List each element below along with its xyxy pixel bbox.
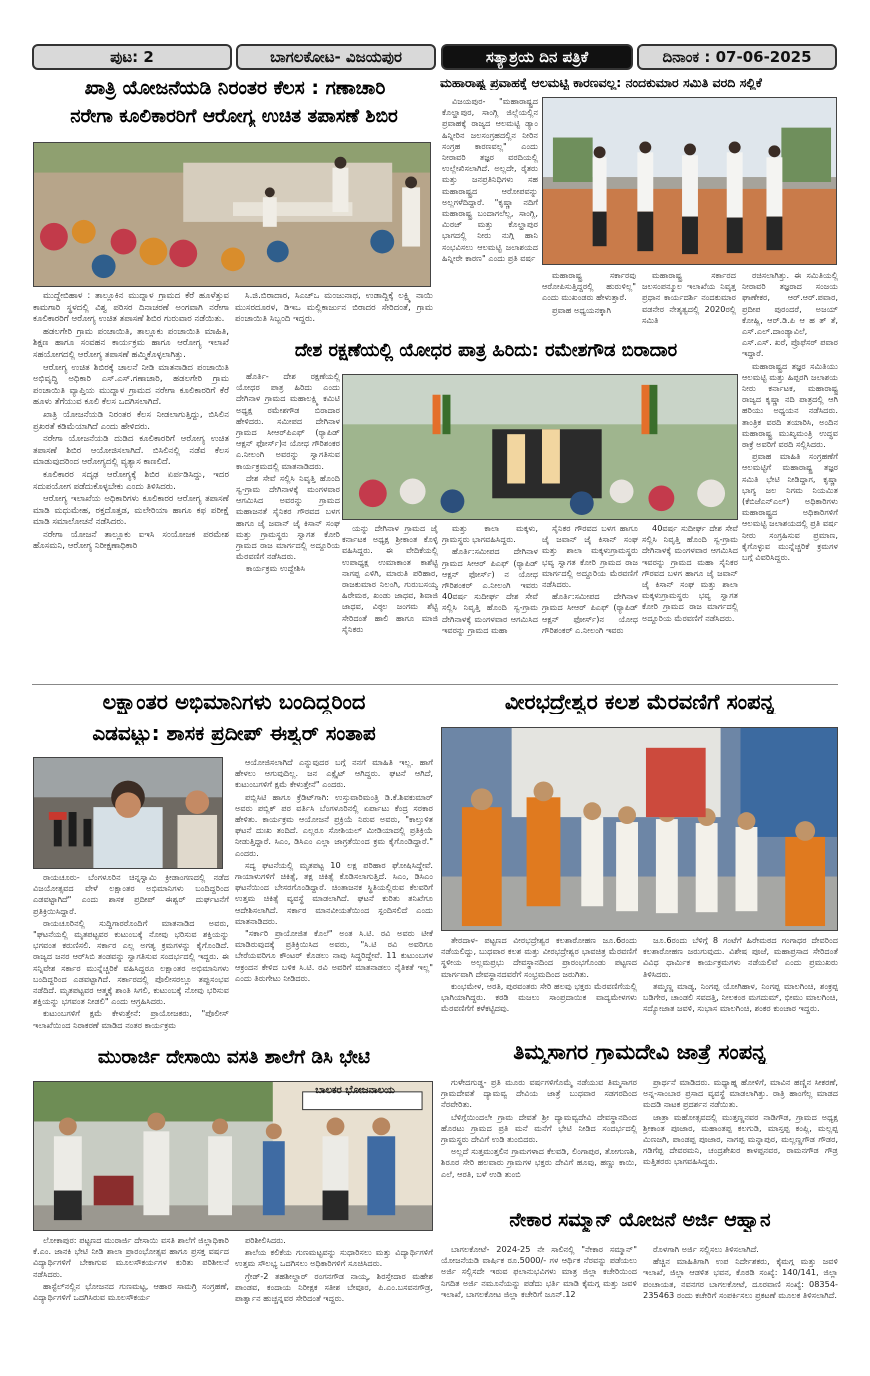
rameshgowda-para: 40ವರ್ಷ ಸುದೀರ್ಘ ದೇಶ ಸೇವೆ ಸಲ್ಲಿಸಿ ನಿವೃತ್ತಿ ಹೊಂದಿ ಸ್ವ-ಗ್ರಾಮ ದೇಗಿನಾಳಕ್ಕೆ ಮಂಗಳವಾರ ಆಗಮಿಸಿದ ಇವರನ್ನು ಗ್ರಾಮದ ಮಹಾ ಸೈನಿಕರ ಗೌರವದ ಬಳಗ ಹಾಗೂ ಜೈ ಜವಾನ್ ಜೈ ಕಿಸಾನ್ ಸಂಘ ಮತ್ತು ಶಾಲಾ ಮಕ್ಕಳುಗ್ರಾಮಸ್ಥರು ಭವ್ಯ ಸ್ವಾಗತ ಕೋರಿ ಗ್ರಾಮದ ರಾಜ ಮಾರ್ಗದಲ್ಲಿ ಅದ್ದೂರಿಯ ಮೆರವಣಿಗೆ ನಡೆಸಿದರು.	[642, 523, 738, 623]
virabhadreshwar-para: ತೇರದಾಳ- ಪಟ್ಟಣದ ವೀರಭದ್ರೇಶ್ವರ ಕಲಶಾರೋಹಣ ಜೂ.6ರಂದು ನಡೆಯಲಿದ್ದು, ಬುಧವಾರ ಕಲಶ ಮತ್ತು ವೀರಭದ್ರೇಶ್ವರ ಭಾವಚಿತ್ರ ಮೆರವಣಿಗೆ ಸ್ಥಳೀಯ ಅಲ್ಲಮಪ್ರಭು ದೇವಸ್ಥಾನದಿಂದ ಪ್ರಾರಂಭಗೊಂಡು ಪಟ್ಟಣದ ಮಾರ್ಗವಾಗಿ ದೇವಸ್ಥಾನದವರೆಗೆ ಸಂಭ್ರಮದಿಂದ ಜರುಗಿತು.	[441, 935, 637, 979]
procession-photo	[441, 727, 838, 931]
narega-para: ಆರೋಗ್ಯ ಉಚಿತ ಶಿಬಿರಕ್ಕೆ ಚಾಲನೆ ನೀಡಿ ಮಾತನಾಡಿದ ಪಂಚಾಯಿತಿ ಅಭಿವೃದ್ಧಿ ಅಧಿಕಾರಿ ಎಸ್.ಎಸ್.ಗಣಾಚಾರಿ, ಹಡಲಗೇರಿ ಗ್ರಾಮ ಪಂಚಾಯಿತಿ ವ್ಯಾಪ್ತಿಯ ಮುದ್ನಾಳ ಗ್ರಾಮದ ನರೇಗಾ ಕೂಲಿಕಾರರಿಗೆ ಕೆರೆ ಹೂಳು ತೆಗೆಯುವ ಕೂಲಿ ಕೆಲಸ ಒದಗಿಸಲಾಗಿದೆ.	[33, 362, 229, 408]
nekar-para: ರೊಳಗಾಗಿ ಅರ್ಜಿ ಸಲ್ಲಿಸಲು ತಿಳಿಸಲಾಗಿದೆ.	[653, 1244, 759, 1254]
morarji-para: ಗ್ರೇಡ್-2 ತಹಶೀಲ್ದಾರ್ ರಂಗನಗೌಡ ನಾಯ್ಕ, ಶಿರಸ್ತೇದಾರ ಮಹೇಶ ಪಾಂಡವ, ಕಂದಾಯ ನಿರೀಕ್ಷಕ ಸತೀಶ ಬೇವೂರ, ಪಿ.ಎಂ.ಬಸವನಗೌಡ್ರ, ಪಾರ್ತ್ವಾನ ಹುಚ್ಚನ್ನವರ ಸೇರಿದಂತೆ ಇದ್ದರು.	[235, 1270, 433, 1304]
almatti-para: ಪ್ರವಾಹ ಅಧ್ಯಯನಕ್ಕಾಗಿ	[552, 304, 611, 315]
pradeep-headline-1: ಲಕ್ಷಾಂತರ ಅಭಿಮಾನಿಗಳು ಬಂದಿದ್ದರಿಂದ	[102, 690, 366, 714]
virabhadreshwar-column-2	[643, 935, 838, 1039]
rameshgowda-column-mid1	[342, 523, 438, 681]
timmasagar-column-1	[441, 1077, 637, 1203]
rameshgowda-para: ಹೊರ್ತಿ:ಸಮೀಪದ ದೇಗಿನಾಳ ಗ್ರಾಮದ ಸೀಆರ್ ಪಿಎಫ್ (ರ್‍ಯಾಪಿಡ್ ಆಕ್ಷನ್ ಫೋರ್ಸ್)ನ ಯೋಧ ಗೌರಿಶಂಕರ್ ಎ.ನೀಲಂಗಿ ಇವರು	[542, 591, 638, 635]
almatti-para: ಪ್ರವಾಹ ಮಾಹಿತಿ ಸಂಗ್ರಹಣೆಗೆ ಆಲಮಟ್ಟಿಗೆ ಮಹಾರಾಷ್ಟ್ರ ತಜ್ಞರ ಸಮಿತಿ ಭೇಟಿ ನೀಡಿದ್ದಾಗ, ಕೃಷ್ಣಾ ಭಾಗ್ಯ ಜಲ ನಿಗಮ ನಿಯಮಿತ (ಕೆಬಿಜೆಎನ್‌ಎಲ್) ಅಧಿಕಾರಿಗಳು ಮಹಾರಾಷ್ಟ್ರದ ಅಧಿಕಾರಿಗಳಿಗೆ ಆಲಮಟ್ಟಿ ಜಲಾಶಯದಲ್ಲಿ ಪ್ರತಿ ವರ್ಷ ನೀರು ಸಂಗ್ರಹಿಸುವ ಪ್ರಮಾಣ, ಕೈಗೊಳ್ಳುವ ಮುನ್ನೆಚ್ಚರಿಕೆ ಕ್ರಮಗಳ ಬಗ್ಗೆ ವಿವರಿಸಿದ್ದರು.	[742, 451, 838, 563]
timmasagar-para: ಪ್ರಾರ್ಥನೆ ಮಾಡಿದರು. ಮಧ್ಯಾಹ್ನ ಹೋಳಿಗೆ, ಮಾವಿನ ಹಣ್ಣಿನ ಸೀಕರಣೆ, ಅನ್ನ-ಸಾಂಬಾರ ಪ್ರಸಾದ ವ್ಯವಸ್ಥೆ ಮಾಡಲಾಗಿತ್ತು. ರಾತ್ರಿ ಹಾಂಗೆಲ್ಲ ಮಾಡದ ಮದಡಿ ನಾಟಕ ಪ್ರದರ್ಶನ ನಡೆಯಿತು.	[643, 1077, 838, 1110]
region-box	[236, 44, 436, 70]
almatti-column-3	[742, 270, 838, 681]
page-number: ಪುಟ: 2	[110, 48, 154, 66]
section-divider	[32, 684, 838, 685]
nekar-para: ಬಾಗಲಕೋಟೆ- 2024-25 ನೇ ಸಾಲಿನಲ್ಲಿ "ನೇಕಾರ ಸಮ್ಮಾನ್" ಯೋಜನೆಯಡಿ ವಾರ್ಷಿಕ ರೂ.5000/- ಗಳ ಆರ್ಥಿಕ ನೆರವನ್ನು ಪಡೆಯಲು ಅರ್ಜಿ ಸಲ್ಲಿಸದೇ ಇರುವ ಫಲಾನುಭವಿಗಳು ಮಾತ್ರ ಜಿಲ್ಲಾ ಕಚೇರಿಯಿಂದ ನಿಗದಿತ ಅರ್ಜಿ ನಮೂನೆಯನ್ನು ಪಡೆದು ಭರ್ತಿ ಮಾಡಿ ಕೈಮಗ್ಗ ಮತ್ತು ಜವಳಿ ಇಲಾಖೆ, ಬಾಗಲಕೋಟ ಜಿಲ್ಲಾ ಕಚೇರಿಗೆ ಜೂನ್.12	[441, 1244, 637, 1299]
pradeep-column-left	[33, 872, 229, 1040]
nekar-column-1	[441, 1244, 637, 1344]
narega-headline-1: ಖಾತ್ರಿ ಯೋಜನೆಯಡಿ ನಿರಂತರ ಕೆಲಸ : ಗಣಾಚಾರಿ	[84, 78, 386, 99]
paper-name: ಸತ್ಯಾಶ್ರಯ ದಿನ ಪತ್ರಿಕೆ	[485, 48, 589, 66]
page-number-box	[32, 44, 232, 70]
rameshgowda-para: ಹೊರ್ತಿ:ಸಮೀಪದ ದೇಗಿನಾಳ ಗ್ರಾಮದ ಸೀಆರ್ ಪಿಎಫ್ (ರ್‍ಯಾಪಿಡ್ ಆಕ್ಷನ್ ಫೋರ್ಸ್) ನ ಯೋಧ ಗೌರಿಶಂಕರ್ ಎ.ನೀಲಂಗಿ ಇವರು 40ವರ್ಷ ಸುದೀರ್ಘ ದೇಶ ಸೇವೆ ಸಲ್ಲಿಸಿ ನಿವೃತ್ತಿ ಹೊಂದಿ ಸ್ವ-ಗ್ರಾಮ ದೇಗಿನಾಳಕ್ಕೆ ಮಂಗಳವಾರ ಆಗಮಿಸಿದ ಇವರನ್ನು ಗ್ರಾಮದ ಮಹಾ	[442, 546, 538, 635]
region-label: ಬಾಗಲಕೋಟ- ವಿಜಯಪುರ	[270, 48, 402, 66]
narega-para: ಮುದ್ದೇಬಿಹಾಳ : ತಾಲ್ಲೂಕಿನ ಮುದ್ನಾಳ ಗ್ರಾಮದ ಕೆರೆ ಹೂಳೆತ್ತುವ ಕಾಮಗಾರಿ ಸ್ಥಳದಲ್ಲಿ ವಿಶ್ವ ಪರಿಸರ ದಿನಾಚರಣೆ ಅಂಗವಾಗಿ ನರೇಗಾ ಕೂಲಿಕಾರರಿಗೆ ಆರೋಗ್ಯ ಉಚಿತ ತಪಾಸಣೆ ಶಿಬಿರ ಗುರುವಾರ ನಡೆಯಿತು.	[33, 291, 229, 325]
rameshgowda-column-left	[236, 371, 340, 681]
timmasagar-column-2	[643, 1077, 838, 1203]
date-box	[637, 44, 837, 70]
pradeep-para: ರಾಯಚೂರು- ಬೆಂಗಳೂರಿನ ಚಿನ್ನಸ್ವಾಮಿ ಕ್ರೀಡಾಂಗಣದಲ್ಲಿ ನಡೆದ ವಿಜಯೋತ್ಸವದ ವೇಳೆ ಲಕ್ಷಾಂತರ ಅಭಿಮಾನಿಗಳು ಬಂದಿದ್ದರಿಂದ ಎಡವಟ್ಟಾಗಿದೆ" ಎಂದು ಶಾಸಕ ಪ್ರದೀಪ್ ಈಶ್ವರ್ ದುರ್ಘಟನೆಗೆ ಪ್ರತಿಕ್ರಿಯಿಸಿದ್ದಾರೆ.	[33, 872, 229, 916]
virabhadreshwar-para: ಜೂ.6ರಂದು ಬೆಳಿಗ್ಗೆ 8 ಗಂಟೆಗೆ ಹಿರೇಮಠದ ಗಂಗಾಧರ ದೇವರಿಂದ ಕಲಶಾರೋಹಣ ಜರುಗುವುದು. ವಿಶೇಷ ಪೂಜೆ, ಮಹಾಪ್ರಸಾದ ಸೇರಿದಂತೆ ವಿವಿಧ ಧಾರ್ಮಿಕ ಕಾರ್ಯಕ್ರಮಗಳು ನಡೆಯಲಿವೆ ಎಂದು ಪ್ರಮುಖರು ತಿಳಿಸಿದರು.	[643, 935, 838, 979]
pradeep-press-photo	[33, 757, 223, 869]
almatti-committee-photo	[542, 97, 837, 265]
narega-camp-photo	[33, 142, 431, 287]
rameshgowda-para: ದೇಶ ಸೇವೆ ಸಲ್ಲಿಸಿ ನಿವೃತ್ತಿ ಹೊಂದಿ ಸ್ವ-ಗ್ರಾಮ ದೇಗಿನಾಳಕ್ಕೆ ಮಂಗಳವಾರ ಆಗಮಿಸಿದ ಅವರನ್ನು ಗ್ರಾಮದ ಮಹಾಜನತೆ ಸೈನಿಕರ ಗೌರವದ ಬಳಗ ಹಾಗೂ ಜೈ ಜವಾನ್ ಜೈ ಕಿಸಾನ್ ಸಂಘ ಮತ್ತು ಗ್ರಾಮಸ್ಥರು ಸ್ವಾಗತ ಕೋರಿ ಗ್ರಾಮದ ರಾಜ ಮಾರ್ಗದಲ್ಲಿ ಅದ್ದೂರಿಯ ಮೆರವಣಿಗೆ ನಡೆಸಿದರು.	[236, 472, 340, 562]
morarji-para: ಹಾಸ್ಟೆಲ್‌ನಲ್ಲಿನ ಭೋಜನದ ಗುಣಮಟ್ಟ, ಆಹಾರ ಸಾಮಗ್ರಿ ಸಂಗ್ರಹಣೆ, ವಿದ್ಯಾರ್ಥಿಗಳಿಗೆ ಒದಗಿಸಿರುವ ಮೂಲಸೌಕರ್ಯ	[33, 1280, 229, 1303]
rameshgowda-column-mid3	[542, 523, 638, 681]
pradeep-para: ರಾಯಚೂರಿನಲ್ಲಿ ಸುದ್ದಿಗಾರರೊಂದಿಗೆ ಮಾತನಾಡಿದ ಅವರು, "ಘಟನೆಯಲ್ಲಿ ಮೃತಪಟ್ಟವರ ಕುಟುಂಬಕ್ಕೆ ನೋವು ಭರಿಸುವ ಶಕ್ತಿಯನ್ನು ಭಗವಂತ ಕರುಣಿಸಲಿ. ಸರ್ಕಾರ ಎಲ್ಲ ಅಗತ್ಯ ಕ್ರಮಗಳನ್ನು ಕೈಗೊಂಡಿದೆ. ರಾಜ್ಯದ ಜನರ ಆರ್‌ಸಿಬಿ ತಂಡವನ್ನು ಸ್ವಾಗತಿಸುವ ಸಂದರ್ಭದಲ್ಲಿ ಇದ್ದರು. ಈ ಸನ್ನಿವೇಶ ಸರ್ಕಾರ ಮುನ್ನೆಚ್ಚರಿಕೆ ವಹಿಸಿದ್ದರೂ ಲಕ್ಷಾಂತರ ಅಭಿಮಾನಿಗಳು ಬಂದಿದ್ದರಿಂದ ಎಡವಟ್ಟಾಗಿದೆ. ಸರ್ಕಾರದಲ್ಲಿ ಪೊಲೀಸರಲ್ಲೂ ತಪ್ಪುಸಂಭವ ನಡೆದಿದೆ. ಮೃತಪಟ್ಟವರ ಆತ್ಮಕ್ಕೆ ಶಾಂತಿ ಸಿಗಲಿ, ಕುಟುಂಬಕ್ಕೆ ನೋವು ಭರಿಸುವ ಶಕ್ತಿಯನ್ನು ಭಗವಂತ ನೀಡಲಿ" ಎಂದು ಆಗ್ರಹಿಸಿದರು.	[33, 917, 229, 1007]
morarji-para: ಶಾಲೆಯ ಕಲಿಕೆಯ ಗುಣಮಟ್ಟವನ್ನು ಸುಧಾರಿಸಲು ಮತ್ತು ವಿದ್ಯಾರ್ಥಿಗಳಿಗೆ ಉತ್ತಮ ಸೌಲಭ್ಯ ಒದಗಿಸಲು ಅಧಿಕಾರಿಗಳಿಗೆ ಸೂಚಿಸಿದರು.	[235, 1247, 433, 1269]
almatti-para: ಮಹಾರಾಷ್ಟ್ರ ಸರ್ಕಾರವು ಆರೋಪಿಸುತ್ತಿದ್ದರಲ್ಲಿ ಹುರುಳಿಲ್ಲ" ಎಂದು ಮುಖಂಡರು ಹೇಳುತ್ತಾರೆ.	[542, 270, 636, 303]
pradeep-para: ಸದ್ಯ ಘಟನೆಯಲ್ಲಿ ಮೃತಪಟ್ಟ 10 ಲಕ್ಷ ಪರಿಹಾರ ಘೋಷಿಸಿದ್ದೇವೆ. ಗಾಯಾಳುಗಳಿಗೆ ಚಿಕಿತ್ಸೆ, ತಕ್ಷ ಚಿಕಿತ್ಸೆ ಕೊಡಿಸಲಾಗುತ್ತಿದೆ. ಸಿಎಂ, ಡಿಸಿಎಂ ಘಟನೆಯಿಂದ ಬೇಸರಗೊಂಡಿದ್ದಾರೆ. ಚಿಂತಾಜನಕ ಸ್ಥಿತಿಯಲ್ಲಿರುವ ಕೆಲವರಿಗೆ ಉತ್ತಮ ಚಿಕಿತ್ಸೆ ವ್ಯವಸ್ಥೆ ಮಾಡಲಾಗಿದೆ. ಘಟನೆ ಕುರಿತು ತನಿಖೆಗೂ ಆದೇಶಿಸಲಾಗಿದೆ. ಸರ್ಕಾರ ಮಾನವೀಯತೆಯಿಂದ ಸ್ಪಂದಿಸಲಿದೆ ಎಂದು ಮಾತನಾಡಿದರು.	[235, 859, 433, 926]
almatti-headline: ಮಹಾರಾಷ್ಟ್ರ ಪ್ರವಾಹಕ್ಕೆ ಆಲಮಟ್ಟಿ ಕಾರಣವಲ್ಲ: ನಂದಕುಮಾರ ಸಮಿತಿ ವರದಿ ಸಲ್ಲಿಕೆ	[440, 76, 762, 90]
virabhadreshwar-headline: ವೀರಭದ್ರೇಶ್ವರ ಕಲಶ ಮೆರವಣಿಗೆ ಸಂಪನ್ನ	[504, 690, 776, 714]
virabhadreshwar-para: ಕುಂಭಮೇಳ, ಅರತಿ, ಪುರವಂತರು ಸೇರಿ ಹಲವು ಭಕ್ತರು ಮೆರವಣಿಗೆಯಲ್ಲಿ ಭಾಗಿಯಾಗಿದ್ದರು. ಕರಡಿ ಮಜಲು ಸಾಂಪ್ರದಾಯಿಕ ವಾದ್ಯಮೇಳಗಳು ಮೆರವಣಿಗೆಗೆ ಕಳೆಕಟ್ಟಿದವು.	[441, 980, 637, 1014]
pradeep-column-right	[235, 757, 433, 1040]
narega-para: ಆರೋಗ್ಯ ಇಲಾಖೆಯ ಅಧಿಕಾರಿಗಳು ಕೂಲಿಕಾರರ ಆರೋಗ್ಯ ತಪಾಸಣೆ ಮಾಡಿ ಮಧುಮೇಹ, ರಕ್ತದೊತ್ತಡ, ಮಲೇರಿಯಾ ಹಾಗೂ ಕಫ ಪರೀಕ್ಷೆ ಮಾಡಿ ಸಮಾಲೋಚನೆ ನಡೆಸಿದರು.	[33, 494, 229, 528]
timmasagar-para: ಅಲ್ಲದೆ ಸುತ್ತಮುತ್ತಲಿನ ಗ್ರಾಮಗಳಾದ ಕೆಲವಡಿ, ಲಿಂಗಾಪುರ, ತೋಗುಣಶಿ, ಶಿರೂರ ಸೇರಿ ಹಲವಾರು ಗ್ರಾಮಗಳ ಭಕ್ತರು ದೇವಿಗೆ ಹೂವು, ಹಣ್ಣು ಕಾಯಿ, ಎಲೆ, ಆರತಿ, ಬಳೆ ಉಡಿ ತುಂಬಿ	[441, 1146, 637, 1179]
nekar-headline: ನೇಕಾರ ಸಮ್ಮಾನ್ ಯೋಜನೆ ಅರ್ಜಿ ಆಹ್ವಾನ	[509, 1210, 771, 1231]
virabhadreshwar-column-1	[441, 935, 637, 1039]
timmasagar-headline: ತಿಮ್ಮಸಾಗರ ಗ್ರಾಮದೇವಿ ಜಾತ್ರೆ ಸಂಪನ್ನ	[513, 1040, 767, 1064]
nekar-para: ಹೆಚ್ಚಿನ ಮಾಹಿತಿಗಾಗಿ ಉಪ ನಿರ್ದೇಶಕರು, ಕೈಮಗ್ಗ ಮತ್ತು ಜವಳಿ ಇಲಾಖೆ, ಜಿಲ್ಲಾ ಆಡಳಿತ ಭವನ, ಕೊಠಡಿ ಸಂಖ್ಯೆ: 140/141, ಜಿಲ್ಲಾ ಪಂಚಾಯತ, ನವನಗರ ಬಾಗಲಕೋಟೆ, ದೂರವಾಣಿ ಸಂಖ್ಯೆ: 08354-235463 ರಂದು ಕಚೇರಿಗೆ ಸಂಪರ್ಕಿಸಲು ಪ್ರಕಟಣೆ ಮೂಲಕ ತಿಳಿಸಲಾಗಿದೆ.	[643, 1256, 838, 1300]
almatti-column-intro	[442, 96, 538, 268]
narega-para: ಸಿ.ಜಿ.ಬಿರಾದಾರ, ಸಿಎಚ್‌ಒ ಮಂಜುನಾಥ, ಉಡಾದ್ದಿಕ್ಕೆ ಲಕ್ಷ್ಮಿ ನಾಯಿ ಮುಸರದೂರಳ, ಡಿಇಒ ಮಲ್ಲಿಕಾರ್ಜುನ ಬಿರಾದರ ಸೇರಿದಂತೆ, ಗ್ರಾಮ ಪಂಚಾಯಿತಿ ಸಿಬ್ಬಂದಿ ಇದ್ದರು.	[235, 291, 433, 325]
pradeep-para: "ಸರ್ಕಾರಿ ಪ್ರಾಯೋಜಿತ ಕೊಲೆ" ಅಂತ ಸಿ.ಟಿ. ರವಿ ಅವರು ಟೀಕೆ ಮಾಡಿರುವುದಕ್ಕೆ ಪ್ರತಿಕ್ರಿಯಿಸಿದ ಅವರು, "ಸಿ.ಟಿ ರವಿ ಅವರಿಗೂ ಬೇರೆಯವರಿಗೂ ಕೌಂಟರ್ ಕೊಡಲು ನಾವು ಸಿದ್ಧರಿದ್ದೇವೆ. 11 ಕುಟುಂಬಗಳ ಆಕ್ರಂದನ ಕೇಳಿದ ಬಳಿಕ ಸಿ.ಟಿ. ರವಿ ಅವರಿಗೆ ಮಾತನಾಡಲು ನೈತಿಕತೆ ಇಲ್ಲ" ಎಂದು ತಿರುಗೇಟು ನೀಡಿದರು.	[235, 928, 433, 983]
morarji-school-photo	[33, 1081, 433, 1231]
rameshgowda-column-mid4	[642, 523, 738, 681]
narega-column-1	[33, 291, 229, 681]
morarji-headline: ಮುರಾರ್ಜಿ ದೇಸಾಯಿ ವಸತಿ ಶಾಲೆಗೆ ಡಿಸಿ ಭೇಟಿ	[97, 1047, 371, 1068]
rameshgowda-para: ಹೊರ್ತಿ- ದೇಶ ರಕ್ಷಣೆಯಲ್ಲಿ ಯೋಧರ ಪಾತ್ರ ಹಿರಿದು ಎಂದು ದೇಗಿನಾಳ ಗ್ರಾಮದ ಮಹಾಲಕ್ಷ್ಮಿ ಕಮಿಟಿ ಅಧ್ಯಕ್ಷ ರಮೇಶಗೌಡ ಬಿರಾದಾರ ಹೇಳಿದರು. ಸಮೀಪದ ದೇಗಿನಾಳ ಗ್ರಾಮದ ಸೀಆರ್‌ಪಿಎಫ್ (ರ್‍ಯಾಪಿಡ್ ಆಕ್ಷನ್ ಫೋರ್ಸ್)ನ ಯೋಧ ಗೌರಿಶಂಕರ ಎ.ನೀಲಂಗಿ ಅವರನ್ನು ಸ್ವಾಗತಿಸುವ ಕಾರ್ಯಕ್ರಮದಲ್ಲಿ ಮಾತನಾಡಿದರು.	[236, 371, 340, 471]
narega-headline-2: ನರೇಗಾ ಕೂಲಿಕಾರರಿಗೆ ಆರೋಗ್ಯ ಉಚಿತ ತಪಾಸಣೆ ಶಿಬಿರ	[70, 106, 398, 127]
narega-para: ಹಡಲಗೇರಿ ಗ್ರಾಮ ಪಂಚಾಯಿತಿ, ತಾಲ್ಲೂಕು ಪಂಚಾಯಿತಿ ಮಾಹಿತಿ, ಶಿಕ್ಷಣ ಹಾಗೂ ಸಂವಹನ ಕಾರ್ಯಕ್ರಮ ಹಾಗೂ ಆರೋಗ್ಯ ಇಲಾಖೆ ಸಹಯೋಗದಲ್ಲಿ ಆರೋಗ್ಯ ತಪಾಸಣೆ ಹಮ್ಮಿಕೊಳ್ಳಲಾಗಿತ್ತು.	[33, 326, 229, 360]
rameshgowda-column-mid2	[442, 523, 538, 681]
almatti-para: ಮಹಾರಾಷ್ಟ್ರ ಸರ್ಕಾರದ ಜಲಸಂಪನ್ಮೂಲ ಇಲಾಖೆಯ ನಿವೃತ್ತ ಪ್ರಧಾನ ಕಾರ್ಯದರ್ಶಿ ನಂದಕುಮಾರ ವಡನೇರ ನೇತೃತ್ವದಲ್ಲಿ 2020ರಲ್ಲಿ ಸಮಿತಿ	[642, 270, 736, 325]
almatti-para: ಮಹಾರಾಷ್ಟ್ರದ ತಜ್ಞರ ಸಮಿತಿಯು ಆಲಮಟ್ಟಿ ಮತ್ತು ಹಿಪ್ಪರಗಿ ಜಲಾಶಯ ನೀರು ಕರ್ನಾಟಕ, ಮಹಾರಾಷ್ಟ್ರ ರಾಜ್ಯದ ಕೃಷ್ಣಾ ನದಿ ಪಾತ್ರದಲ್ಲಿ ಆಗಿ ಹರಿಯು ಅಧ್ಯಯನ ನಡೆಸಿದರು. ತಾಂತ್ರಿಕ ವರದಿ ತಯಾರಿಸಿ, ಅಂದಿನ ಮಹಾರಾಷ್ಟ್ರ ಮುಖ್ಯಮಂತ್ರಿ ಉದ್ಧವ ಠಾಕ್ರೆ ಅವರಿಗೆ ವರದಿ ಸಲ್ಲಿಸಿದರು.	[742, 360, 838, 450]
narega-para: ನರೇಗಾ ಯೋಜನೆ ತಾಲ್ಲೂಕು ಐಇಸಿ ಸಂಯೋಜಕ ಪರಮೇಶ ಹೊಸಮನಿ, ಆರೋಗ್ಯ ನಿರೀಕ್ಷಣಾಧಿಕಾರಿ	[33, 529, 229, 552]
morarji-column-1	[33, 1235, 229, 1345]
almatti-para: ರಚಿಸಲಾಗಿತ್ತು. ಈ ಸಮಿತಿಯಲ್ಲಿ ನೀರಾವರಿ ತಜ್ಞರಾದ ಸಂಜಯ ಘಾಣೇಕರ, ಆರ್.ಆರ್.ಪವಾರ, ಪ್ರದೀಪ ಪುರಂದರೆ, ಅಜಯ್ ಕೋಹ್ಲಿ, ಆರ್.ಡಿ.ಪಿ ಆ ಹ ತ್ ತೆ, ಎಸ್.ಎಲ್.ದಾಂಡ್ಯಾವಿಲೆ, ಎಸ್.ಎಸ್. ಖರೆ, ಪ್ರೊಫೆಸರ್ ಪವಾರ ಇದ್ದಾರೆ.	[742, 270, 838, 359]
rameshgowda-para: ಮತ್ತು ಕಾಲಾ ಮಕ್ಕಳು, ಗ್ರಾಮಸ್ಥರು ಭಾಗವಹಿಸಿದ್ದರು.	[442, 523, 538, 545]
dining-hall-sign: ಬಾಲಕರ ಭೋಜನಾಲಯ	[315, 1085, 395, 1096]
soldier-welcome-photo	[342, 374, 738, 520]
timmasagar-para: ಜಾತ್ರಾ ಮಹೋತ್ಸವದಲ್ಲಿ ಮುತ್ತಣ್ಣನವರ ನಾಡಿಗೌಡ, ಗ್ರಾಮದ ಅಧ್ಯಕ್ಷ ಶ್ರೀಕಾಂತ ಪೂಜಾರ, ಮಹಾಂತಪ್ಪ ಕಲಗುಡಿ, ಮಾಸ್ತಪ್ಪ ಕಂಪ್ಲಿ, ಮಲ್ಲಪ್ಪ ಮಿಣಜಗಿ, ಪಾಂಡಪ್ಪ ಪೂಜಾರ, ನಾಗಪ್ಪ ಮನ್ನಾಪುರ, ಮಲ್ಲಣ್ಣಗೌಡ ಗೌಡರ, ಗಡಿಗೆಪ್ಪ ದೇವರಮನಿ, ಚಂದ್ರಶೇಖರ ಕಾಳಪ್ಪನವರ, ರಾಮನಗೌಡ ಗೌಡ್ರ ಮತ್ತಿತರರು ಭಾಗವಹಿಸಿದ್ದರು.	[643, 1111, 838, 1167]
morarji-para: ಲೋಕಾಪುರ: ಪಟ್ಟಣದ ಮುರಾರ್ಜಿ ದೇಸಾಯಿ ವಸತಿ ಶಾಲೆಗೆ ಜಿಲ್ಲಾಧಿಕಾರಿ ಕೆ.ಎಂ. ಜಾನಕಿ ಭೇಟಿ ನೀಡಿ ಶಾಲಾ ಪ್ರಾರಂಭೋತ್ಸವ ಹಾಗೂ ಪ್ರಸಕ್ತ ವರ್ಷದ ವಿದ್ಯಾರ್ಥಿಗಳಿಗೆ ಬೇಕಾಗುವ ಮೂಲಸೌಕರ್ಯಗಳ ಕುರಿತು ಪರಿಶೀಲನೆ ನಡೆಸಿದರು.	[33, 1235, 229, 1279]
rameshgowda-para: ಯನ್ನು ದೇಗಿನಾಳ ಗ್ರಾಮದ ಜೈ ಕರ್ನಾಟಕ ಅಧ್ಯಕ್ಷ ಶ್ರೀಕಾಂತ ಕೊಳ್ಳಿ ವಹಿಸಿದ್ದರು. ಈ ವೇದಿಕೆಯಲ್ಲಿ ಉಪಾಧ್ಯಕ್ಷ ಉಮಾಕಾಂತ ಕಾಶೆಟ್ಟಿ ನಾಗಪ್ಪ ಎಳಿಗಿ, ಮಾರುತಿ ಪರಿಹಾರ, ರಾಜಕುಮಾರ ನಿಲಂಗಿ, ಗುರುಬಸಯ್ಯ ಹಿರೇಮಠ, ಖಂಡು ಜಾಧವ, ಶಿವಾಜಿ ಜಾಧವ, ವಿಠ್ಠಲ ಜಂಗಮ ಶೆಟ್ಟಿ ಸೇರಿದಂತೆ ಹಾಲಿ ಹಾಗೂ ಮಾಜಿ ಸೈನಿಕರು	[342, 523, 438, 634]
timmasagar-para: ಗುಳೇದಗುಡ್ಡ- ಪ್ರತಿ ಮೂರು ವರ್ಷಗಳಿಗೊಮ್ಮೆ ನಡೆಯುವ ತಿಮ್ಮಸಾಗರ ಗ್ರಾಮದೇವತೆ ದ್ಯಾಮವ್ವ ದೇವಿಯ ಜಾತ್ರೆ ಬುಧವಾರ ಸಡಗರದಿಂದ ನೆರವೇರಿತು.	[441, 1077, 637, 1110]
narega-column-2	[235, 291, 433, 339]
morarji-para: ಪರಿಶೀಲಿಸಿದರು.	[245, 1235, 286, 1245]
almatti-column-1	[542, 270, 636, 340]
pradeep-headline-2: ಎಡವಟ್ಟು: ಶಾಸಕ ಪ್ರದೀಪ್ ಈಶ್ವರ್ ಸಂತಾಪ	[92, 722, 376, 745]
narega-para: ನರೇಗಾ ಯೋಜನೆಯಡಿ ದುಡಿದ ಕೂಲಿಕಾರರಿಗೆ ಆರೋಗ್ಯ ಉಚಿತ ತಪಾಸಣೆ ಶಿಬಿರ ಆಯೋಜಿಸಲಾಗಿದೆ. ಬಿಸಿಲಿನಲ್ಲಿ ನಡೆವ ಕೆಲಸ ಮಾಡುವುದರಿಂದ ಆರೋಗ್ಯದಲ್ಲಿ ವ್ಯತ್ಯಾಸ ಕಾಣಲಿದೆ.	[33, 434, 229, 468]
virabhadreshwar-para: ತಮ್ಮಣ್ಣ ಮಾಡ್ಯ, ನಿಂಗಪ್ಪ ಯೋಗಿಹಾಳ, ನಿಂಗಪ್ಪ ಮಾಲಗಿಂಚಿ, ಶಂಕ್ರಪ್ಪ ಬಡಿಗೇರ, ಚಾಂಡಲಿ ಸವದತ್ತಿ, ನೀಲಕಂಠ ಮಗದುಮ್, ಭೀಮು ಮಾಲಗಿಂಚಿ, ಸದ್ಯೋಜಾತ ಜವಳಿ, ಸುಭಾಸ ಮಾಲಗಿಂಚಿ, ಶಂಕರ ಕುಂಚಾರ ಇದ್ದರು.	[643, 980, 838, 1014]
narega-para: ಖಾತ್ರಿ ಯೋಜನೆಯಡಿ ನಿರಂತರ ಕೆಲಸ ನೀಡಲಾಗುತ್ತಿದ್ದು, ಬಿಸಿಲಿನ ಪ್ರಖರತೆ ಕಡಿಮೆಯಾಗಿದೆ ಎಂದು ಹೇಳಿದರು.	[33, 409, 229, 432]
rameshgowda-para: ಕಾರ್ಯಕ್ರಮ ಉದ್ದೇಶಿಸಿ	[246, 563, 306, 574]
paper-name-box	[441, 44, 633, 70]
timmasagar-para: ಬೆಳಿಗ್ಗೆಯಿಂದಲೇ ಗ್ರಾಮ ದೇವತೆ ಶ್ರೀ ದ್ಯಾಮವ್ವದೇವಿ ದೇವಸ್ಥಾನದಿಂದ ಹೊರಟು ಗ್ರಾಮದ ಪ್ರತಿ ಮನೆ ಮನೆಗೆ ಭೇಟಿ ನೀಡಿದ ಸಂದರ್ಭದಲ್ಲಿ ಗ್ರಾಮಸ್ಥರು ದೇವಿಗೆ ಉಡಿ ತುಂಬಿದರು.	[441, 1111, 637, 1145]
morarji-column-2	[235, 1235, 433, 1345]
rameshgowda-headline: ದೇಶ ರಕ್ಷಣೆಯಲ್ಲಿ ಯೋಧರ ಪಾತ್ರ ಹಿರಿದು: ರಮೇಶಗೌಡ ಬಿರಾದಾರ	[294, 341, 678, 361]
issue-date: ದಿನಾಂಕ : 07-06-2025	[662, 48, 812, 66]
pradeep-para: ಆಯೋಜಿಸಲಾಗಿದೆ ಎನ್ನುವುದರ ಬಗ್ಗೆ ನನಗೆ ಮಾಹಿತಿ ಇಲ್ಲ. ಹಾಗೆ ಹೇಳಲು ಆಗುವುದಿಲ್ಲ. ಜನ ಎಕ್ಸೈಟ್ ಆಗಿದ್ದರು. ಘಟನೆ ಆಗಿದೆ, ಕುಟುಂಬಗಳಿಗೆ ಕ್ಷಮೆ ಕೇಳುತ್ತೇನೆ" ಎಂದರು.	[235, 757, 433, 790]
pradeep-para: ಪಬ್ಲಿಸಿಟಿ ಹಾಗೂ ಕ್ರೆಡಿಟ್‌ಗಾಗಿ: ಉಸ್ತುವಾರಿಮಂತ್ರಿ ಡಿ.ಕೆ.ಶಿವಕುಮಾರ್ ಅವರು ಪಬ್ಲಿಕ್ ಪರ ವರ್ತಿಸಿ ಬೆಂಗಳೂರಿನಲ್ಲಿ ಏರ್ಪಾಟು ಕೆಂದ್ರ ಸರಕಾರ ಹೇಳಿತು. ಕಾರ್ಯಕ್ರಮ ಆಯೋಜನೆ ಪ್ರಕ್ರಿಯೆ ನಿರುವ ಅವರು, "ಕಾಲ್ತುಳಿತ ಘಟನೆ ದುಃಖ ತಂದಿದೆ. ಎಲ್ಲರೂ ಸೋಶಿಯಲ್ ಮೀಡಿಯಾದಲ್ಲಿ ಪ್ರತಿಕ್ರಿಯೆ ನೀಡುತ್ತಿದ್ದಾರೆ. ಸಿಎಂ, ಡಿಸಿಎಂ ಎಲ್ಲಾ ಜಾಗ್ರತೆಯಿಂದ ಕ್ರಮ ಕೈಗೊಂಡಿದ್ದಾರೆ." ಎಂದರು.	[235, 791, 433, 858]
nekar-column-2	[643, 1244, 838, 1344]
rameshgowda-para: ಸೈನಿಕರ ಗೌರವದ ಬಳಗ ಹಾಗೂ ಜೈ ಜವಾನ್ ಜೈ ಕಿಸಾನ್ ಸಂಘ ಮತ್ತು ಶಾಲಾ ಮಕ್ಕಳುಗ್ರಾಮಸ್ಥರು ಭವ್ಯ ಸ್ವಾಗತ ಕೋರಿ ಗ್ರಾಮದ ರಾಜ ಮಾರ್ಗದಲ್ಲಿ ಅದ್ದೂರಿಯ ಮೆರವಣಿಗೆ ನಡೆಸಿದರು.	[542, 523, 638, 590]
almatti-column-2	[642, 270, 736, 340]
pradeep-para: ಕುಟುಂಬಗಳಿಗೆ ಕ್ಷಮೆ ಕೇಳುತ್ತೇನೆ: ಪ್ರಾಯೋಜಕರು, "ಪೊಲೀಸ್ ಇಲಾಖೆಯಿಂದ ನಿರಾಕರಣೆ ಮಾಡಿದ ನಂತರ ಕಾರ್ಯಕ್ರಮ	[33, 1008, 229, 1030]
narega-para: ಕೂಲಿಕಾರರ ಸದೃಢ ಆರೋಗ್ಯಕ್ಕೆ ಶಿಬಿರ ಏರ್ಪಡಿಸಿದ್ದು, ಇದರ ಸದುಪಯೋಗ ಪಡೆದುಕೊಳ್ಳಬೇಕು ಎಂದು ತಿಳಿಸಿದರು.	[33, 469, 229, 492]
almatti-para: ವಿಜಯಪುರ- "ಮಹಾರಾಷ್ಟ್ರದ ಕೊಲ್ಹಾಪುರ, ಸಾಂಗ್ಲಿ ಜಿಲ್ಲೆಯಲ್ಲಿನ ಪ್ರವಾಹಕ್ಕೆ ರಾಜ್ಯದ ಆಲಮಟ್ಟಿ ಡ್ಯಾಂ ಹಿನ್ನೀರಿನ ಜಲಸಂಗ್ರಹದಲ್ಲಿನ ನೀರಿನ ಸಂಗ್ರಹ ಕಾರಣವಲ್ಲ" ಎಂದು ನೀರಾವರಿ ತಜ್ಞರ ವರದಿಯಲ್ಲಿ ಉಲ್ಲೇಖಿಸಲಾಗಿದೆ. ಅಲ್ಲದೇ, ರೈತರು ಮತ್ತು ಜನಪ್ರತಿನಿಧಿಗಳು ಸಹ ಮಹಾರಾಷ್ಟ್ರದ ಆರೋಪವನ್ನು ಅಲ್ಲಗಳೆದಿದ್ದಾರೆ. "ಕೃಷ್ಣಾ ನದಿಗೆ ಮಹಾರಾಷ್ಟ್ರ ಬಂದಾಗಲೆಲ್ಲ, ಸಾಂಗ್ಲಿ, ಮಿರಜ್ ಮತ್ತು ಕೊಲ್ಹಾಪುರ ಭಾಗದಲ್ಲಿ ನೀರು ನುಗ್ಗಿ ಹಾನಿ ಸಂಭವಿಸಲು ಆಲಮಟ್ಟಿ ಜಲಾಶಯದ ಹಿನ್ನೀರೇ ಕಾರಣ" ಎಂದು ಪ್ರತಿ ವರ್ಷ	[442, 96, 538, 263]
